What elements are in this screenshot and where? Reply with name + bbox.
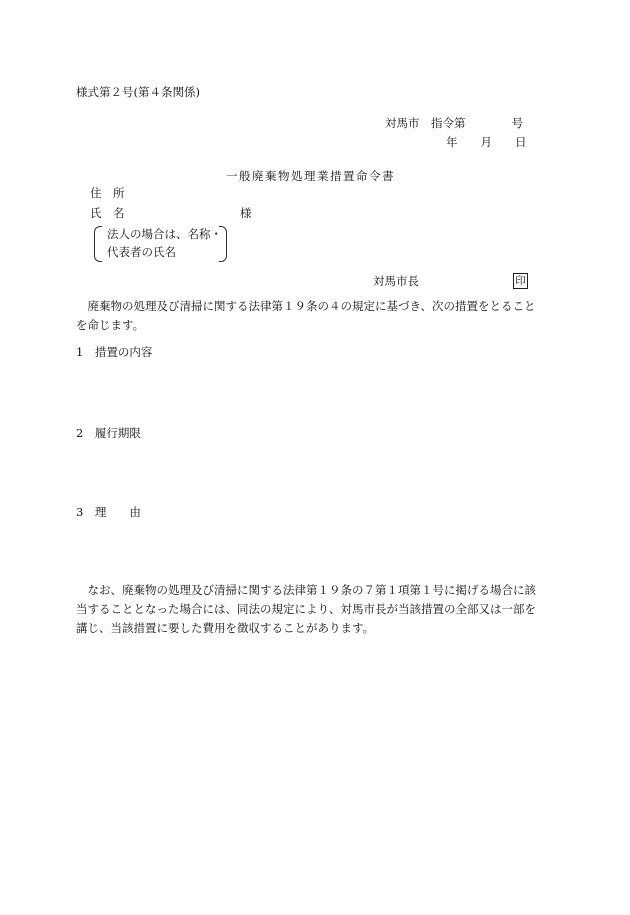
corp-note-line1: 法人の場合は、名称・	[107, 227, 222, 241]
address-label: 住 所	[90, 186, 125, 200]
section-reason: 3 理 由	[76, 505, 141, 519]
corp-note-line2: 代表者の氏名	[107, 245, 176, 259]
honorific: 様	[240, 206, 252, 220]
corp-note-bracket-left	[94, 226, 102, 262]
seal-mark: 印	[513, 273, 528, 289]
issuer-number: 対馬市 指令第 号	[385, 116, 523, 130]
document-title: 一般廃棄物処理業措置命令書	[226, 169, 395, 183]
form-label: 様式第２号(第４条関係)	[76, 85, 200, 99]
section-deadline: 2 履行期限	[76, 426, 141, 440]
intro-paragraph: 廃棄物の処理及び清掃に関する法律第１９条の４の規定に基づき、次の措置をとることを命じます。	[76, 299, 536, 332]
signer-title: 対馬市長	[373, 274, 419, 288]
notice-paragraph: なお、廃棄物の処理及び清掃に関する法律第１９条の７第１項第１号に掲げる場合に該当することとなった場合には、同法の規定により、対馬市長が当該措置の全部又は一部を講じ、当該措置に要した費用を徴収することがあります。	[76, 583, 536, 635]
issue-date: 年 月 日	[446, 135, 527, 149]
name-label: 氏 名	[90, 206, 125, 220]
corp-note-bracket-right	[219, 226, 227, 262]
section-measures: 1 措置の内容	[76, 345, 153, 359]
